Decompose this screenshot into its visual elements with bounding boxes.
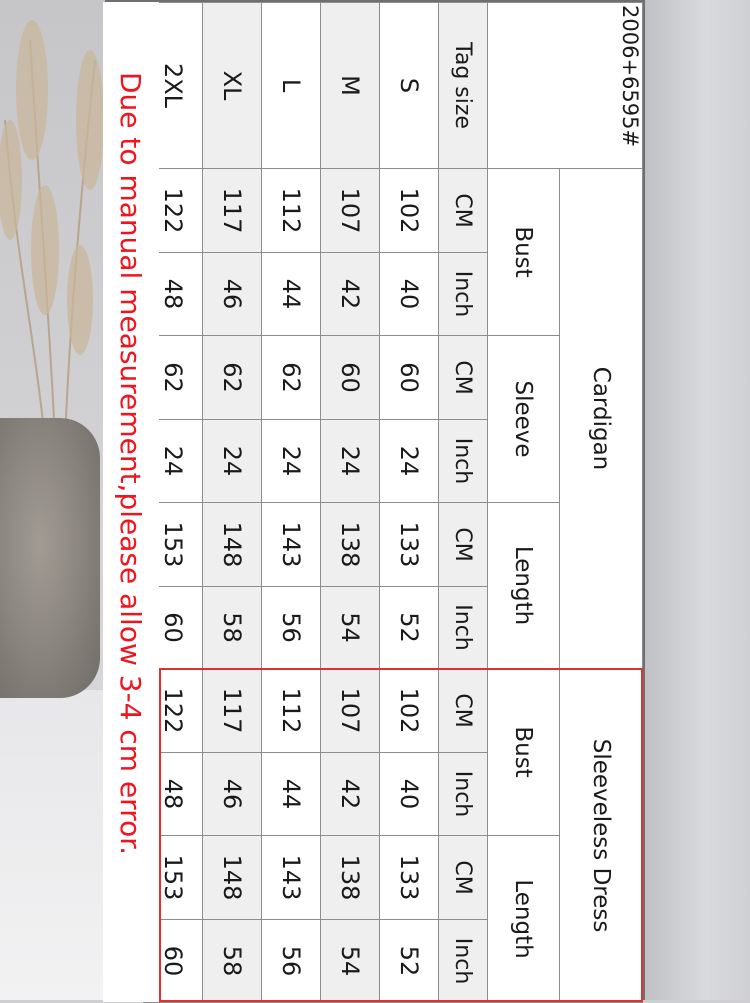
- table-cell: 52: [380, 587, 439, 669]
- unit-header: Inch: [439, 420, 488, 503]
- table-cell: 117: [203, 169, 262, 253]
- table-cell: 102: [380, 169, 439, 253]
- unit-header: Inch: [439, 920, 488, 1003]
- measure-header-dress-length: Length: [488, 836, 560, 1003]
- table-cell: 148: [203, 503, 262, 587]
- table-cell: 62: [144, 336, 203, 420]
- table-cell: 24: [144, 420, 203, 503]
- table-cell: 52: [380, 920, 439, 1003]
- unit-header: CM: [439, 336, 488, 420]
- unit-header: CM: [439, 503, 488, 587]
- table-cell: 48: [144, 253, 203, 336]
- table-cell: 40: [380, 253, 439, 336]
- table-cell: 40: [380, 753, 439, 836]
- table-cell: 133: [380, 836, 439, 920]
- table-cell: 153: [144, 836, 203, 920]
- size-label: L: [262, 3, 321, 169]
- table-cell: 48: [144, 753, 203, 836]
- table-cell: 24: [262, 420, 321, 503]
- table-cell: 138: [321, 836, 380, 920]
- table-cell: 107: [321, 169, 380, 253]
- table-cell: 54: [321, 587, 380, 669]
- measure-header-dress-bust: Bust: [488, 669, 560, 836]
- table-cell: 54: [321, 920, 380, 1003]
- model-number: 2006+6595#: [488, 3, 643, 169]
- table-row: [321, 3, 380, 1003]
- measure-header-cardigan-length: Length: [488, 503, 560, 669]
- table-cell: 46: [203, 253, 262, 336]
- group-header-cardigan: Cardigan: [560, 169, 643, 669]
- table-cell: 148: [203, 836, 262, 920]
- measure-header-cardigan-bust: Bust: [488, 169, 560, 336]
- table-row: [262, 3, 321, 1003]
- table-cell: 44: [262, 253, 321, 336]
- table-cell: 58: [203, 587, 262, 669]
- unit-header: Inch: [439, 753, 488, 836]
- table-cell: 24: [203, 420, 262, 503]
- size-label: M: [321, 3, 380, 169]
- table-cell: 60: [380, 336, 439, 420]
- table-cell: 143: [262, 836, 321, 920]
- group-header-sleeveless-dress: Sleeveless Dress: [560, 669, 643, 1003]
- unit-header: Inch: [439, 587, 488, 669]
- measurement-note: Due to manual measurement,please allow 3-4 cm error.: [103, 2, 159, 1002]
- table-cell: 138: [321, 503, 380, 587]
- table-cell: 122: [144, 169, 203, 253]
- table-cell: 107: [321, 669, 380, 753]
- table-cell: 42: [321, 753, 380, 836]
- size-label: 2XL: [144, 3, 203, 169]
- table-cell: 56: [262, 920, 321, 1003]
- table-cell: 133: [380, 503, 439, 587]
- table-cell: 62: [262, 336, 321, 420]
- size-label: XL: [203, 3, 262, 169]
- table-cell: 44: [262, 753, 321, 836]
- table-cell: 153: [144, 503, 203, 587]
- pampas-grass-decoration: [0, 0, 110, 440]
- table-cell: 60: [321, 336, 380, 420]
- table-row: [380, 3, 439, 1003]
- vase: [0, 418, 100, 698]
- table-cell: 46: [203, 753, 262, 836]
- table-cell: 24: [380, 420, 439, 503]
- unit-header: CM: [439, 836, 488, 920]
- table-cell: 62: [203, 336, 262, 420]
- window-light: [640, 0, 750, 1000]
- measure-header-cardigan-sleeve: Sleeve: [488, 336, 560, 503]
- table-cell: 122: [144, 669, 203, 753]
- size-chart: [105, 0, 645, 1000]
- floor: [0, 690, 110, 1000]
- table-cell: 112: [262, 669, 321, 753]
- unit-header: Inch: [439, 253, 488, 336]
- table-cell: 143: [262, 503, 321, 587]
- table-cell: 117: [203, 669, 262, 753]
- unit-header: CM: [439, 169, 488, 253]
- table-cell: 56: [262, 587, 321, 669]
- table-cell: 42: [321, 253, 380, 336]
- table-row: [203, 3, 262, 1003]
- table-cell: 58: [203, 920, 262, 1003]
- size-table: [143, 2, 643, 1003]
- table-cell: 112: [262, 169, 321, 253]
- table-cell: 60: [144, 920, 203, 1003]
- table-cell: 24: [321, 420, 380, 503]
- size-label: S: [380, 3, 439, 169]
- table-cell: 102: [380, 669, 439, 753]
- tag-size-header: Tag size: [439, 3, 488, 169]
- table-cell: 60: [144, 587, 203, 669]
- unit-header: CM: [439, 669, 488, 753]
